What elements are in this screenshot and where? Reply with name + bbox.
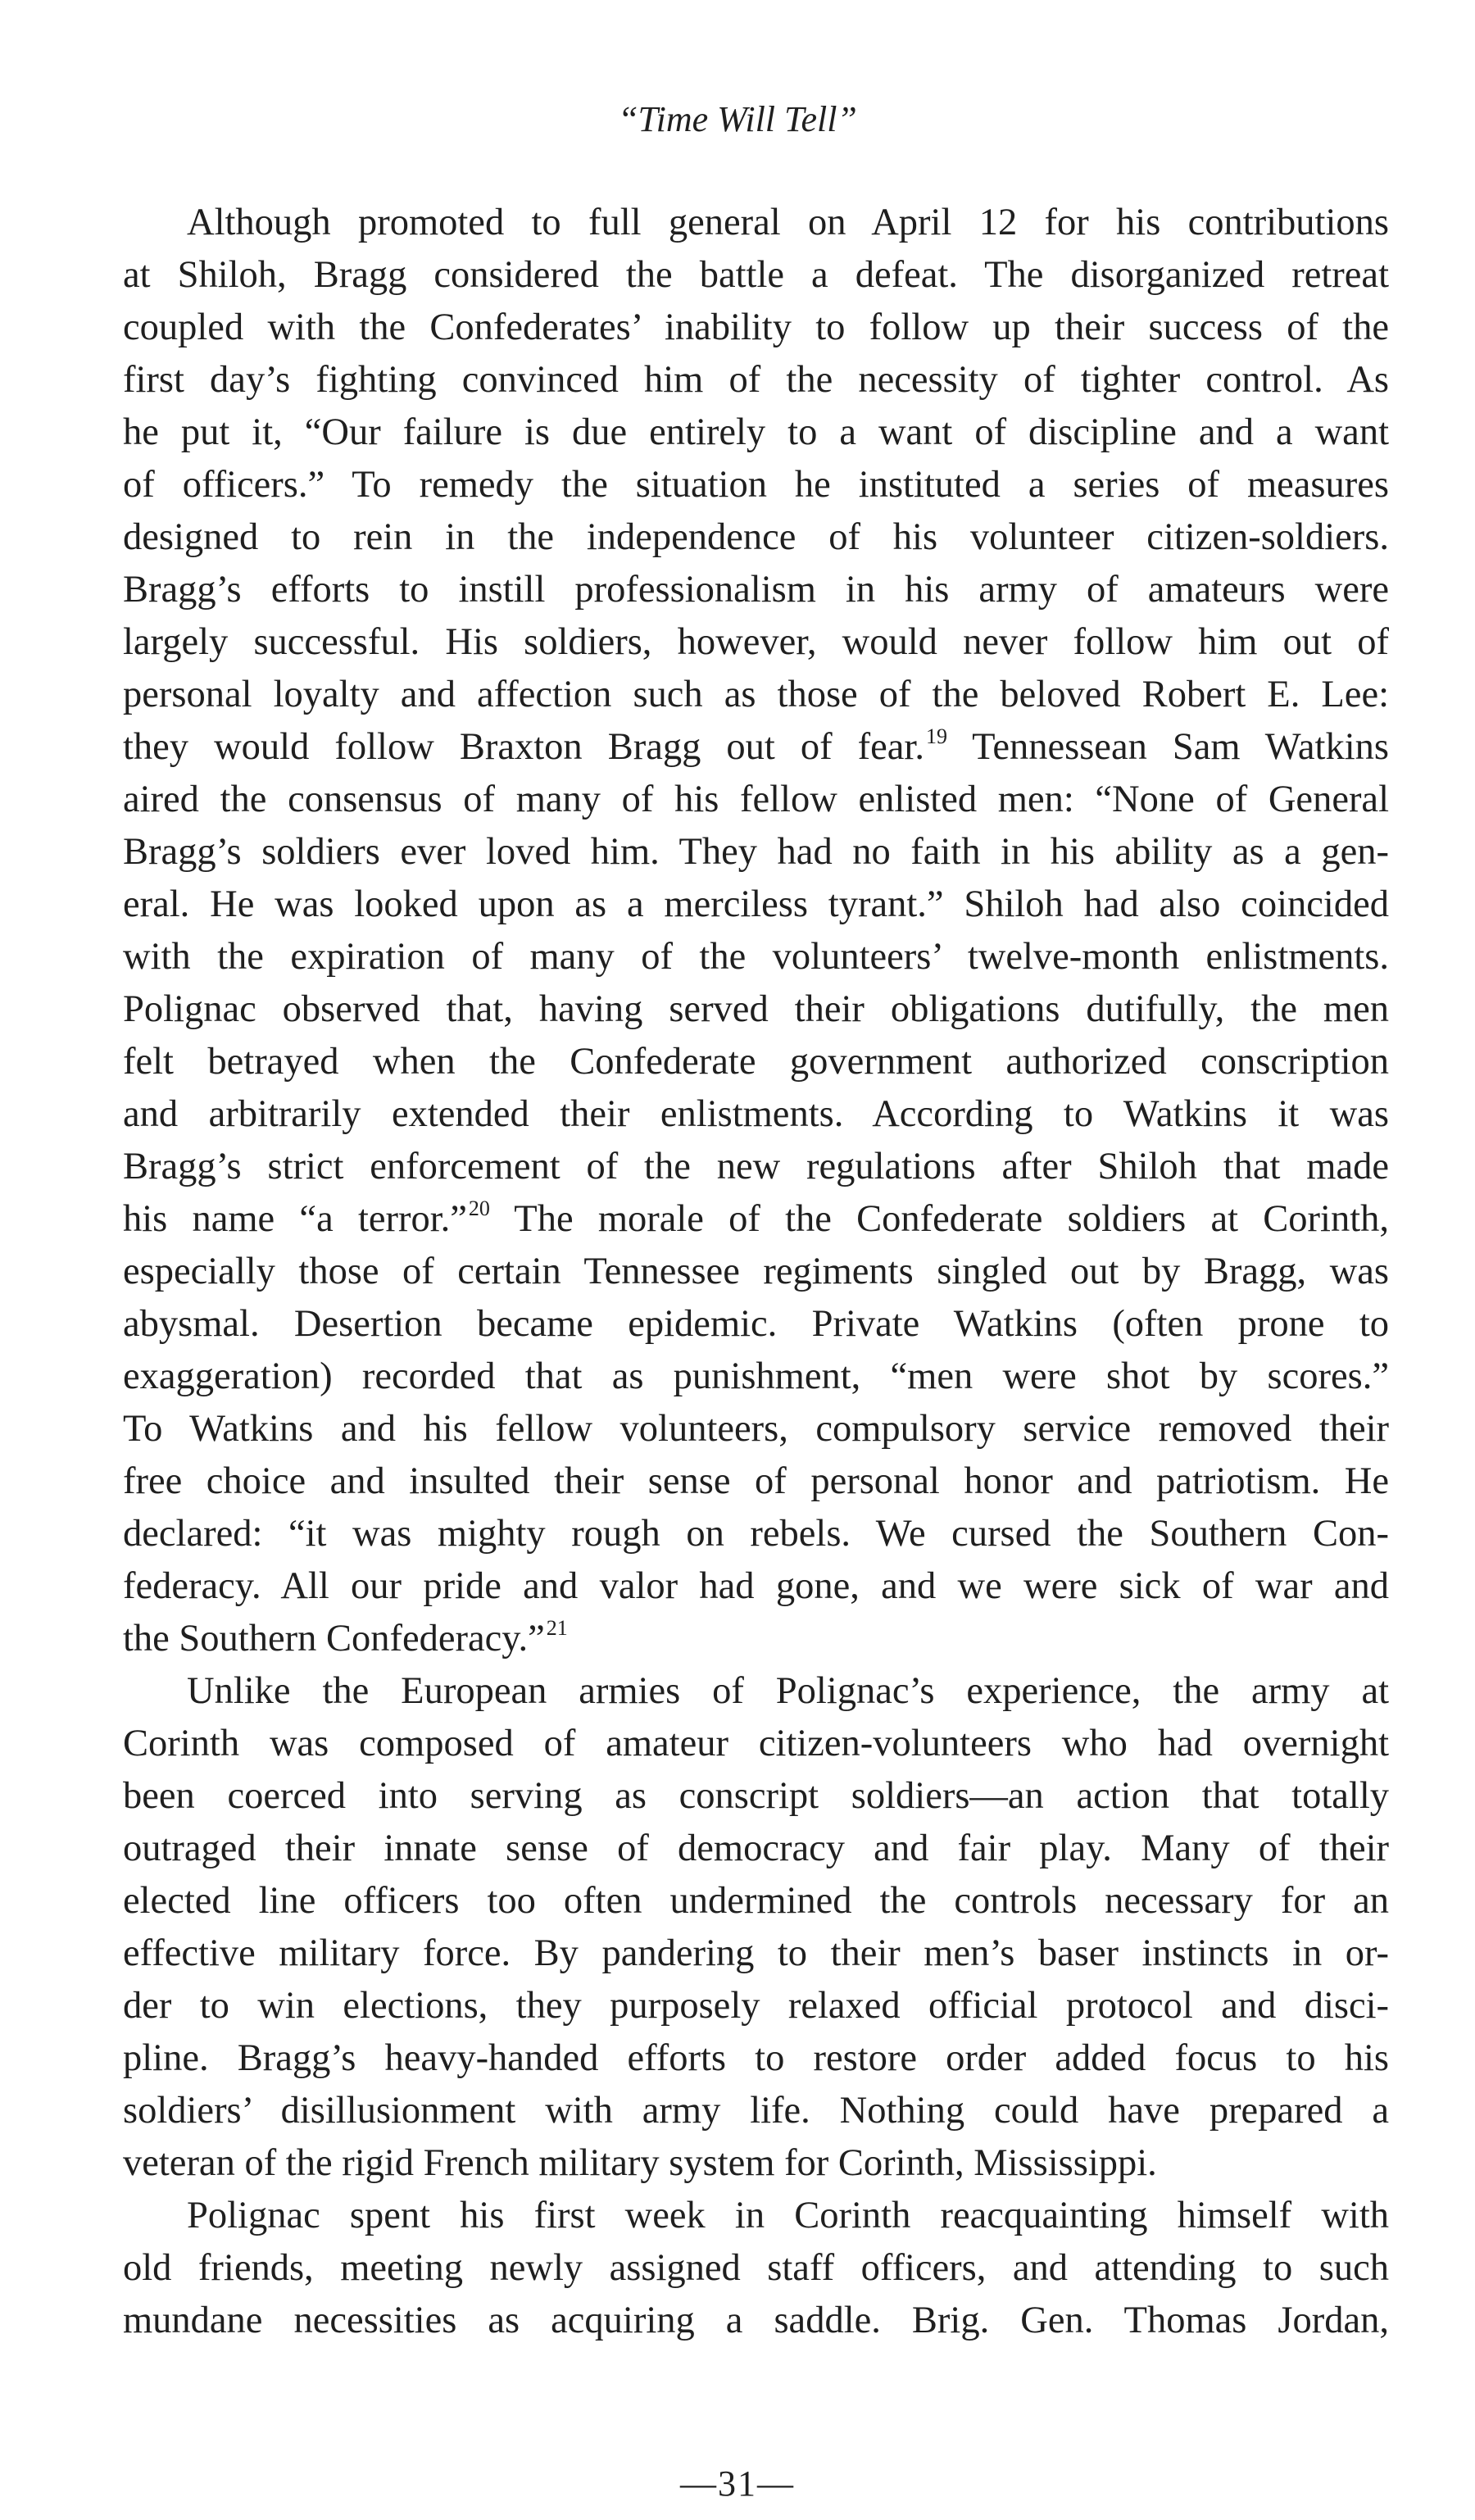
text-line: Unlike the European armies of Polignac’s experience, the army at: [187, 1670, 1389, 1712]
text-line: and arbitrarily extended their enlistments. According to Watkins it was: [123, 1093, 1389, 1135]
text-line: coupled with the Confederates’ inability to follow up their success of the: [123, 306, 1389, 348]
body-text: [123, 197, 1389, 2347]
text-line: eral. He was looked upon as a merciless tyrant.” Shiloh had also coincided: [123, 883, 1389, 925]
paragraph-2: [123, 1665, 1389, 2190]
text-line: veteran of the rigid French military system for Corinth, Mississippi.: [123, 2142, 1157, 2184]
text-line: Although promoted to full general on April 12 for his contributions: [187, 202, 1389, 243]
text-line: abysmal. Desertion became epidemic. Private Watkins (often prone to: [123, 1303, 1389, 1345]
text-line: mundane necessities as acquiring a saddle. Brig. Gen. Thomas Jordan,: [123, 2300, 1389, 2341]
text-line: first day’s fighting convinced him of the necessity of tighter control. As: [123, 359, 1389, 401]
text-segment: The morale of the Confederate soldiers at Corinth,: [489, 1198, 1390, 1240]
text-line: designed to rein in the independence of his volunteer citizen-soldiers.: [123, 516, 1389, 558]
footnote-marker-21: 21: [546, 1616, 568, 1640]
text-line: effective military force. By pandering to their men’s baser instincts in or-: [123, 1932, 1389, 1974]
text-line: [123, 1193, 1389, 1246]
text-line: aired the consensus of many of his fellow enlisted men: “None of General: [123, 779, 1389, 820]
text-line: especially those of certain Tennessee regiments singled out by Bragg, was: [123, 1251, 1389, 1292]
text-line: he put it, “Our failure is due entirely to a want of discipline and a want: [123, 411, 1389, 453]
text-line: Polignac spent his first week in Corinth reacquainting himself with: [187, 2195, 1389, 2236]
footnote-marker-20: 20: [468, 1196, 490, 1220]
text-line: old friends, meeting newly assigned staff officers, and attending to such: [123, 2247, 1389, 2289]
text-line: soldiers’ disillusionment with army life. Nothing could have prepared a: [123, 2090, 1389, 2132]
text-line: largely successful. His soldiers, however, would never follow him out of: [123, 621, 1389, 663]
text-line: To Watkins and his fellow volunteers, compulsory service removed their: [123, 1408, 1389, 1450]
text-line: Polignac observed that, having served their obligations dutifully, the men: [123, 988, 1389, 1030]
text-line: with the expiration of many of the volunteers’ twelve-month enlistments.: [123, 936, 1389, 978]
page-number: —31—: [680, 2463, 795, 2504]
text-line: declared: “it was mighty rough on rebels. We cursed the Southern Con-: [123, 1513, 1389, 1555]
text-line: Bragg’s strict enforcement of the new regulations after Shiloh that made: [123, 1146, 1389, 1187]
text-line: Bragg’s efforts to instill professionalism in his army of amateurs were: [123, 569, 1389, 611]
text-segment: the Southern Confederacy.”: [123, 1618, 545, 1660]
text-segment: Tennessean Sam Watkins: [946, 726, 1389, 768]
paragraph-3: [123, 2190, 1389, 2347]
paragraph-1: [123, 197, 1389, 1665]
footnote-marker-19: 19: [925, 724, 947, 748]
text-line: [123, 721, 1389, 774]
text-line: at Shiloh, Bragg considered the battle a defeat. The disorganized retreat: [123, 254, 1389, 296]
text-line: personal loyalty and affection such as those of the beloved Robert E. Lee:: [123, 674, 1389, 715]
text-line: federacy. All our pride and valor had gone, and we were sick of war and: [123, 1565, 1389, 1607]
text-line: of officers.” To remedy the situation he instituted a series of measures: [123, 464, 1389, 506]
text-line: elected line officers too often undermined the controls necessary for an: [123, 1880, 1389, 1922]
text-line: Bragg’s soldiers ever loved him. They had no faith in his ability as a gen-: [123, 831, 1389, 873]
text-line: Corinth was composed of amateur citizen-volunteers who had overnight: [123, 1723, 1389, 1764]
running-head: “Time Will Tell”: [618, 99, 857, 139]
text-line: felt betrayed when the Confederate government authorized conscription: [123, 1041, 1389, 1083]
text-line: outraged their innate sense of democracy and fair play. Many of their: [123, 1828, 1389, 1869]
text-line: exaggeration) recorded that as punishment, “men were shot by scores.”: [123, 1355, 1389, 1397]
text-segment: his name “a terror.”: [123, 1198, 467, 1240]
text-line: der to win elections, they purposely relaxed official protocol and disci-: [123, 1985, 1389, 2027]
text-line: pline. Bragg’s heavy-handed efforts to restore order added focus to his: [123, 2037, 1389, 2079]
text-line: been coerced into serving as conscript soldiers—an action that totally: [123, 1775, 1389, 1817]
text-line: free choice and insulted their sense of personal honor and patriotism. He: [123, 1460, 1389, 1502]
text-segment: they would follow Braxton Bragg out of fear.: [123, 726, 924, 768]
text-line: [123, 1613, 1389, 1665]
